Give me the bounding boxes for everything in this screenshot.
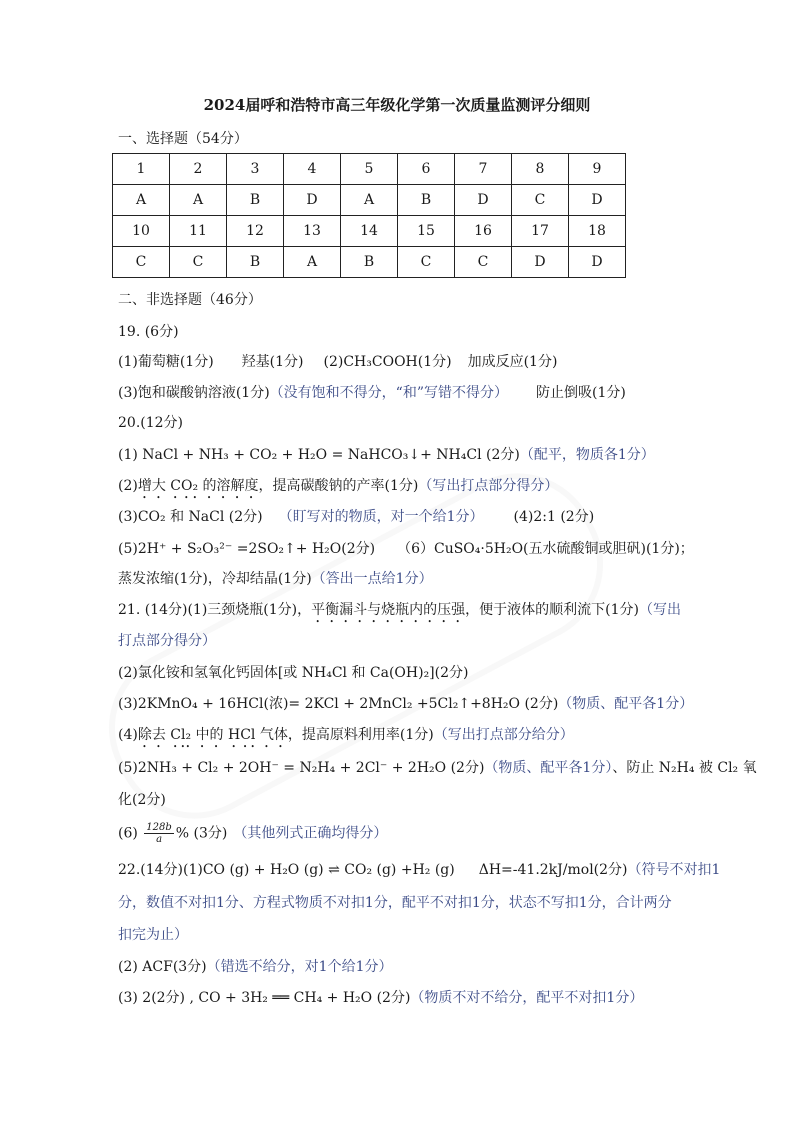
table-cell: C <box>512 185 569 216</box>
q20-answer-2-rest: ，提高碳酸钠的产率(1分) <box>258 478 419 494</box>
fraction-numerator: 128b <box>146 822 172 833</box>
table-row <box>113 247 626 278</box>
table-cell: D <box>569 185 626 216</box>
q20-answer-2-dotted-b: CO₂ <box>165 478 203 494</box>
table-cell: B <box>398 185 455 216</box>
table-cell: D <box>455 185 512 216</box>
table-cell: D <box>569 247 626 278</box>
q22-answer-3: (3) 2(2分) , CO + 3H₂ ══ CH₄ + H₂O (2分) <box>118 990 411 1006</box>
q21-answer-3: (3)2KMnO₄ + 16HCl(浓)= 2KCl + 2MnCl₂ +5Cl₂↑+8H₂O (2分) <box>118 696 559 712</box>
table-cell: A <box>341 185 398 216</box>
table-cell: B <box>227 247 284 278</box>
q20-heading: 20.(12分) <box>118 415 184 431</box>
q20-line2 <box>118 477 558 502</box>
table-cell: 17 <box>512 216 569 247</box>
q21-note-3: （物质、配平各1分） <box>558 696 694 712</box>
q20-answer-1: (1) NaCl + NH₃ + CO₂ + H₂O = NaHCO₃↓+ NH₄Cl (2分) <box>118 447 520 463</box>
table-cell: A <box>170 185 227 216</box>
table-cell: 10 <box>113 216 170 247</box>
q21-note-1a: （写出 <box>638 602 681 618</box>
q19-answer-3b: 防止倒吸(1分) <box>536 385 626 401</box>
q19-line2 <box>118 384 626 402</box>
q20-line5 <box>118 570 433 588</box>
table-cell: 7 <box>455 154 512 185</box>
table-cell: A <box>284 247 341 278</box>
q20-answer-5: (5)2H⁺ + S₂O₃²⁻ =2SO₂↑+ H₂O(2分) <box>118 541 376 557</box>
q20-line4 <box>118 540 694 558</box>
q22-note-1a: （符号不对扣1 <box>627 862 721 878</box>
table-cell: 2 <box>170 154 227 185</box>
q21-answer-4-num: (4) <box>118 727 138 743</box>
table-cell: B <box>227 185 284 216</box>
q20-answer-6b: 蒸发浓缩(1分)，冷却结晶(1分) <box>118 571 312 587</box>
table-cell: 6 <box>398 154 455 185</box>
q21-line8 <box>118 822 387 845</box>
table-cell: C <box>455 247 512 278</box>
table-cell: 8 <box>512 154 569 185</box>
q20-note-1: （配平，物质各1分） <box>519 447 655 463</box>
q21-note-1b: 打点部分得分） <box>118 633 216 649</box>
q21-note-5: （物质、配平各1分） <box>484 760 613 776</box>
q21-answer-1: 21. (14分)(1)三颈烧瓶(1分)， <box>118 602 312 618</box>
q21-answer-6-num: (6) <box>118 825 138 842</box>
table-cell: 15 <box>398 216 455 247</box>
table-cell: 3 <box>227 154 284 185</box>
table-cell: 5 <box>341 154 398 185</box>
q19-heading: 19. (6分) <box>118 324 179 340</box>
q22-answer-1: 22.(14分)(1)CO (g) + H₂O (g) ⇌ CO₂ (g) +H₂ (g) <box>118 862 455 878</box>
q19-answer-1b: 羟基(1分) <box>241 354 304 370</box>
q21-line1 <box>118 601 681 626</box>
q21-answer-4-rest: ，提高原料利用率(1分) <box>287 727 434 743</box>
q19-answer-2: (2)CH₃COOH(1分) <box>323 354 452 370</box>
q22-note-3: （物质不对不给分，配平不对扣1分） <box>410 990 644 1006</box>
q20-line1 <box>118 446 655 464</box>
q19-grading-note: （没有饱和不得分，“和”写错不得分） <box>269 385 508 401</box>
q19-line1 <box>118 353 557 371</box>
q20-answer-6: （6）CuSO₄·5H₂O(五水硫酸铜或胆矾)(1分)； <box>397 541 694 557</box>
table-cell: C <box>170 247 227 278</box>
table-cell: 13 <box>284 216 341 247</box>
page-title: 2024届呼和浩特市高三年级化学第一次质量监测评分细则 <box>203 96 591 114</box>
q21-line4 <box>118 695 693 713</box>
table-cell: B <box>341 247 398 278</box>
table-row <box>113 185 626 216</box>
q20-answer-3: (3)CO₂ 和 NaCl (2分) <box>118 509 263 525</box>
q22-note-2: （错选不给分，对1个给1分） <box>206 959 393 975</box>
table-cell: 14 <box>341 216 398 247</box>
table-cell: 11 <box>170 216 227 247</box>
answer-table <box>112 153 626 278</box>
q20-answer-2-dotted-c: 的溶解度 <box>202 478 259 494</box>
q21-answer-2: (2)氯化铵和氢氧化钙固体[或 NH₄Cl 和 Ca(OH)₂](2分) <box>118 665 469 681</box>
table-row <box>113 216 626 247</box>
q21-answer-5c: 化(2分) <box>118 792 166 808</box>
q22-answer-1b: ΔH=-41.2kJ/mol(2分) <box>478 862 628 878</box>
q22-line1 <box>118 861 720 879</box>
q21-answer-1-dotted: 平衡漏斗与烧瓶内的压强 <box>311 602 466 618</box>
table-cell: C <box>398 247 455 278</box>
q20-note-6: （答出一点给1分） <box>311 571 433 587</box>
q20-line3 <box>118 508 594 526</box>
q20-answer-4: (4)2:1 (2分) <box>513 509 595 525</box>
table-cell: 4 <box>284 154 341 185</box>
q19-answer-1: (1)葡萄糖(1分) <box>118 354 214 370</box>
q21-line5 <box>118 726 574 751</box>
q20-note-3: （盯写对的物质，对一个给1分） <box>278 509 484 525</box>
q21-answer-6: % (3分) <box>175 825 228 842</box>
q20-note-2: （写出打点部分得分） <box>418 478 559 494</box>
q22-answer-2: (2) ACF(3分) <box>118 959 207 975</box>
q21-answer-5: (5)2NH₃ + Cl₂ + 2OH⁻ = N₂H₄ + 2Cl⁻ + 2H₂O (2分) <box>118 760 485 776</box>
q19-answer-3: (3)饱和碳酸钠溶液(1分) <box>118 385 270 401</box>
q21-answer-1-rest: ，便于液体的顺利流下(1分) <box>465 602 639 618</box>
table-cell: 12 <box>227 216 284 247</box>
q21-line6 <box>118 759 757 777</box>
table-cell: A <box>113 185 170 216</box>
q21-answer-4-dotted: 除去 Cl₂ 中的 HCl 气体 <box>137 727 288 743</box>
section-choice-heading: 一、选择题（54分） <box>118 131 248 147</box>
section-nonchoice-heading: 二、非选择题（46分） <box>118 292 262 308</box>
q22-note-1c: 扣完为止） <box>118 927 188 943</box>
table-row <box>113 154 626 185</box>
q22-note-1b: 分，数值不对扣1分、方程式物质不对扣1分，配平不对扣1分，状态不写扣1分，合计两分 <box>118 895 672 911</box>
table-cell: C <box>113 247 170 278</box>
table-cell: D <box>284 185 341 216</box>
q22-line5 <box>118 989 643 1007</box>
table-cell: 1 <box>113 154 170 185</box>
table-cell: 16 <box>455 216 512 247</box>
table-cell: 9 <box>569 154 626 185</box>
q20-answer-2-num: (2) <box>118 478 138 494</box>
q19-answer-2b: 加成反应(1分) <box>467 354 558 370</box>
fraction <box>144 822 174 845</box>
q21-answer-5b: 、防止 N₂H₄ 被 Cl₂ 氧 <box>612 760 757 776</box>
table-cell: 18 <box>569 216 626 247</box>
fraction-denominator: a <box>156 834 163 845</box>
table-cell: D <box>512 247 569 278</box>
q21-note-4: （写出打点部分给分） <box>433 727 574 743</box>
q21-note-6: （其他列式正确均得分） <box>233 825 388 842</box>
q22-line4 <box>118 958 392 976</box>
q20-answer-2-dotted-a: 增大 <box>137 478 166 494</box>
